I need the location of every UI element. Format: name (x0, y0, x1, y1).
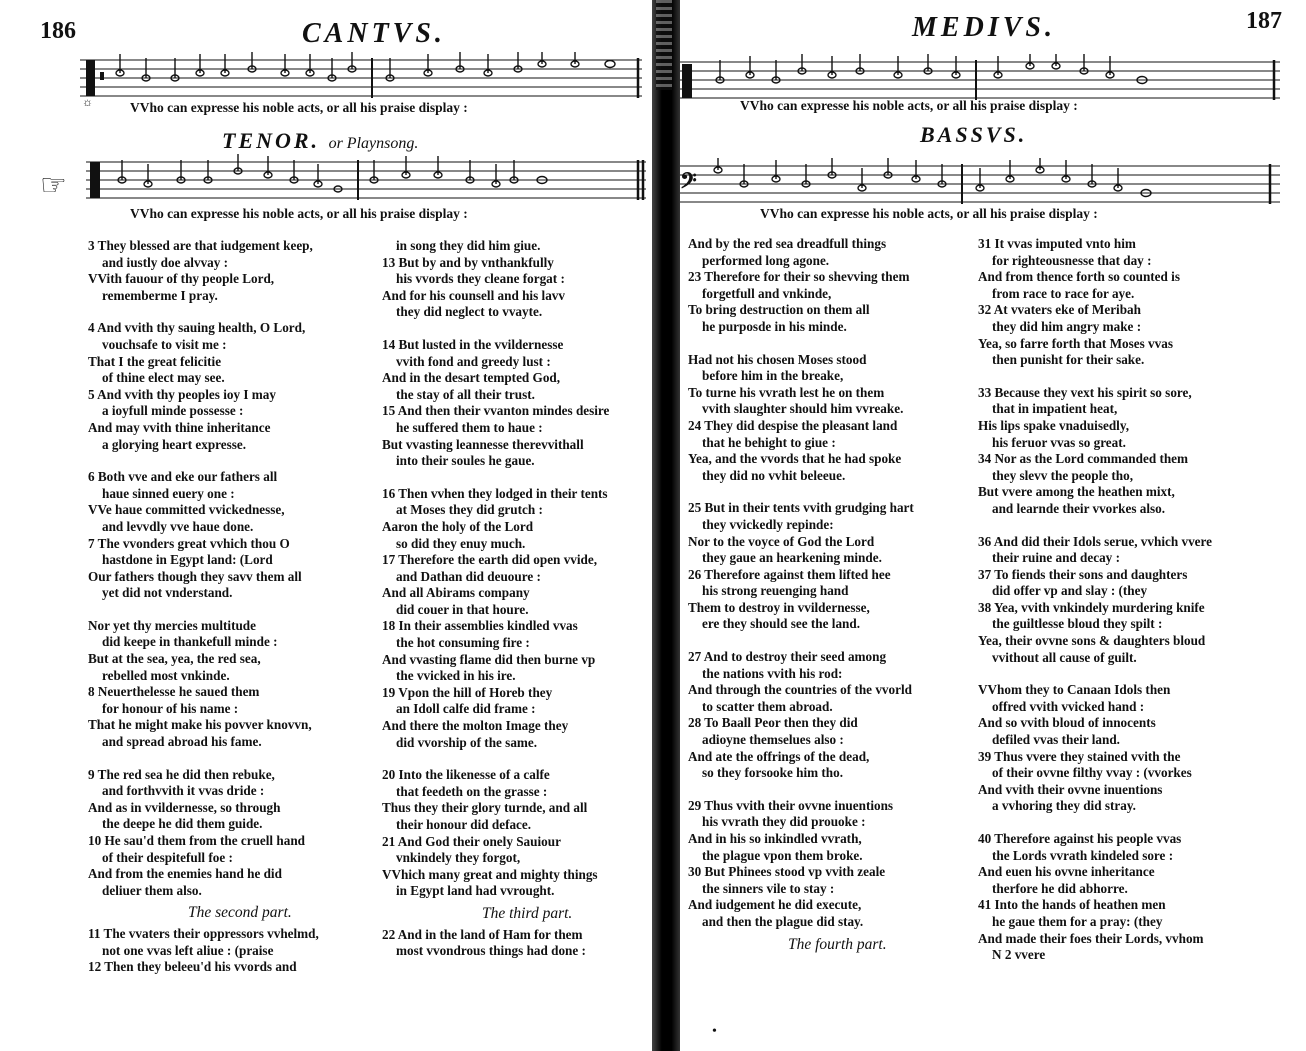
verse-line: ere they should see the land. (702, 616, 861, 632)
verse-line: And made their foes their Lords, vvhom (978, 930, 1204, 946)
verse-line: forgetfull and vnkinde, (702, 285, 832, 301)
verse-line: therfore he did abhorre. (992, 880, 1128, 896)
verse-line: vvith fond and greedy lust : (396, 353, 551, 369)
verse-line: And through the countries of the vvorld (688, 682, 912, 698)
verse-line: 4 And vvith thy sauing health, O Lord, (88, 320, 306, 336)
verse-line: To turne his vvrath lest he on them (688, 384, 885, 400)
verse-line: at Moses they did grutch : (396, 502, 543, 518)
verse-line: they did no vvhit beleeue. (702, 467, 846, 483)
verse-line: And as in vvildernesse, so through (88, 799, 281, 815)
verse-line: VVhich many great and mighty things (382, 866, 598, 882)
verse-line: Had not his chosen Moses stood (688, 351, 867, 367)
verse-line: 37 To fiends their sons and daughters (978, 566, 1188, 582)
verse-line: of their despitefull foe : (102, 849, 233, 865)
verse-line: 14 But lusted in the vvildernesse (382, 336, 564, 352)
verse-line: from race to race for aye. (992, 285, 1135, 301)
part-heading: The second part. (188, 904, 292, 922)
verse-line: they vvickedly repinde: (702, 516, 834, 532)
verse-line: 29 Thus vvith their ovvne inuentions (688, 797, 894, 813)
verse-line: the sinners vile to stay : (702, 880, 835, 896)
verse-line: so did they enuy much. (396, 535, 526, 551)
verse-line: 16 Then vvhen they lodged in their tents (382, 485, 608, 501)
staff-lyric: VVho can expresse his noble acts, or all his praise display : (740, 98, 1078, 113)
staff-lyric: VVho can expresse his noble acts, or all his praise display : (130, 206, 468, 221)
verse-line: Our fathers though they savv them all (88, 568, 302, 584)
verse-line: his vvords they cleane forgat : (396, 271, 565, 287)
verse-line: rebelled most vnkinde. (102, 667, 230, 683)
verse-line: And euen his ovvne inheritance (978, 864, 1155, 880)
verse-line: defiled vvas their land. (992, 732, 1120, 748)
verse-line: before him in the breake, (702, 368, 844, 384)
verse-line: that feedeth on the grasse : (396, 783, 548, 799)
verse-line: they did him angry make : (992, 318, 1142, 334)
verse-line: 19 Vpon the hill of Horeb they (382, 684, 553, 700)
tenor-subtitle: or Playnsong. (328, 135, 419, 152)
ink-mark: • (712, 1024, 717, 1039)
verse-line: But at the sea, yea, the red sea, (88, 651, 261, 667)
verse-line: And in the desart tempted God, (382, 370, 561, 386)
verse-line: in Egypt land had vvrought. (396, 883, 555, 899)
verse-line: 12 Then they beleeu'd his vvords and (88, 959, 297, 975)
verse-line: so they forsooke him tho. (702, 765, 844, 781)
verse-line: vvith slaughter should him vvreake. (702, 401, 904, 417)
verse-line: And vvith their ovvne inuentions (978, 781, 1163, 797)
verse-line: And may vvith thine inheritance (88, 419, 271, 435)
verse-line: 21 And God their onely Sauiour (382, 833, 561, 849)
part-heading: The third part. (482, 904, 573, 922)
tenor-title: TENOR. (222, 128, 321, 153)
verse-line: Yea, their ovvne sons & daughters bloud (978, 633, 1206, 649)
verse-line: 10 He sau'd them from the cruell hand (88, 833, 305, 848)
verse-line: performed long agone. (702, 252, 830, 268)
verse-line: 15 And then their vvanton mindes desire (382, 403, 610, 419)
verse-line: their honour did deface. (396, 817, 532, 832)
verse-line: And there the molton Image they (382, 718, 569, 734)
verse-line: rememberme I pray. (102, 287, 218, 303)
verse-line: not one vvas left aliue : (praise (102, 942, 274, 958)
verse-line: And by the red sea dreadfull things (688, 236, 887, 251)
verse-line: 27 And to destroy their seed among (688, 649, 887, 665)
verse-column-4 (978, 236, 1212, 964)
verse-line: did vvorship of the same. (396, 734, 538, 750)
verse-line: and Dathan did deuoure : (396, 568, 541, 584)
verse-line: VVe haue committed vvickednesse, (88, 502, 285, 518)
verse-line: 3 They blessed are that iudgement keep, (88, 238, 313, 253)
verse-line: And for his counsell and his lavv (382, 287, 565, 303)
staff-lyric: VVho can expresse his noble acts, or all his praise display : (130, 100, 468, 115)
verse-line: the deepe he did them guide. (102, 816, 263, 832)
verse-line: his feruor vvas so great. (992, 434, 1126, 450)
verse-line: 18 In their assemblies kindled vvas (382, 618, 578, 634)
verse-line: they slevv the people tho, (992, 467, 1134, 483)
verse-line: the vvicked in his ire. (396, 668, 516, 684)
svg-text:☼: ☼ (82, 95, 93, 106)
book-gutter (652, 0, 680, 1051)
verse-line: 41 Into the hands of heathen men (978, 897, 1166, 913)
verse-line: N 2 vvere (992, 947, 1046, 963)
part-header-tenor (222, 128, 418, 154)
verse-line: 23 Therefore for their so shevving them (688, 269, 910, 285)
verse-line: That he might make his povver knovvn, (88, 717, 312, 733)
verse-line: Thus they their glory turnde, and all (382, 800, 588, 816)
verse-line: 13 But by and by vnthankfully (382, 254, 554, 270)
verse-line: His lips spake vnaduisedly, (978, 417, 1129, 433)
verse-line: 17 Therefore the earth did open vvide, (382, 552, 598, 568)
verse-line: hastdone in Egypt land: (Lord (102, 552, 273, 568)
verse-line: Yea, so farre forth that Moses vvas (978, 335, 1173, 351)
verse-line: 8 Neuerthelesse he saued them (88, 684, 260, 700)
verse-line: haue sinned euery one : (102, 485, 235, 501)
music-staff-tenor (86, 154, 646, 210)
verse-line: his strong reuenging hand (702, 583, 849, 599)
verse-line: 28 To Baall Peor then they did (688, 715, 858, 731)
verse-line: the Lords vvrath kindeled sore : (992, 847, 1174, 863)
verse-line: offred vvith vvicked hand : (992, 698, 1145, 714)
verse-line: And all Abirams company (382, 585, 530, 601)
verse-line: and levvdly vve haue done. (102, 518, 254, 534)
verse-line: 32 At vvaters eke of Meribah (978, 302, 1141, 318)
page-number: 186 (40, 18, 76, 44)
verse-column-3 (688, 236, 914, 957)
verse-line: for righteousnesse that day : (992, 252, 1152, 268)
verse-line: And iudgement he did execute, (688, 897, 862, 913)
verse-line: did couer in that houre. (396, 601, 529, 617)
verse-line: adioyne themselues also : (702, 732, 844, 748)
verse-line: he purposde in his minde. (702, 318, 847, 334)
verse-line: And from thence forth so counted is (978, 269, 1180, 285)
verse-line: and spread abroad his fame. (102, 734, 262, 750)
verse-line: to scatter them abroad. (702, 698, 833, 714)
verse-line: that in impatient heat, (992, 401, 1118, 417)
verse-column-2 (382, 238, 609, 960)
verse-line: and learnde their vvorkes also. (992, 500, 1166, 516)
verse-line: and forthvvith it vvas dride : (102, 783, 265, 799)
verse-line: 36 And did their Idols serue, vvhich vvere (978, 533, 1212, 549)
svg-text:𝄢: 𝄢 (680, 169, 697, 198)
verse-line: That I the great felicitie (88, 353, 222, 369)
verse-line: their ruine and decay : (992, 550, 1120, 566)
verse-line: 34 Nor as the Lord commanded them (978, 451, 1189, 467)
verse-line: then punisht for their sake. (992, 352, 1145, 368)
verse-line: 39 Thus vvere they stained vvith the (978, 748, 1181, 764)
verse-line: his vvrath they did prouoke : (702, 814, 866, 830)
verse-line: 33 Because they vext his spirit so sore, (978, 384, 1192, 400)
verse-line: And in his so inkindled vvrath, (688, 831, 862, 846)
verse-line: 30 But Phinees stood vp vvith zeale (688, 864, 886, 880)
verse-line: 9 The red sea he did then rebuke, (88, 766, 275, 782)
music-staff-cantus (80, 52, 642, 106)
verse-line: a ioyfull minde possesse : (102, 403, 244, 419)
verse-line: VVith fauour of thy people Lord, (88, 271, 275, 287)
verse-line: most vvondrous things had done : (396, 943, 586, 959)
verse-line: And ate the offrings of the dead, (688, 748, 870, 764)
verse-line: 11 The vvaters their oppressors vvhelmd, (88, 925, 319, 941)
verse-line: 38 Yea, vvith vnkindely murdering knife (978, 599, 1205, 615)
verse-line: But vvere among the heathen mixt, (978, 484, 1175, 500)
part-header-medius: MEDIVS. (912, 12, 1056, 43)
verse-line: and iustly doe alvvay : (102, 254, 229, 270)
verse-line: did keepe in thankefull minde : (102, 634, 278, 650)
verse-line: 7 The vvonders great vvhich thou O (88, 535, 290, 551)
verse-line: 24 They did despise the pleasant land (688, 417, 898, 433)
part-heading: The fourth part. (788, 935, 887, 953)
verse-line: the hot consuming fire : (396, 635, 530, 651)
verse-line: 6 Both vve and eke our fathers all (88, 469, 278, 485)
verse-line: he gaue them for a pray: (they (992, 913, 1163, 929)
right-page (680, 0, 1306, 1051)
verse-line: they gaue an hearkening minde. (702, 550, 882, 566)
verse-line: a glorying heart expresse. (102, 436, 247, 452)
verse-line: he suffered them to haue : (396, 419, 543, 435)
verse-line: 26 Therefore against them lifted hee (688, 566, 891, 582)
part-header-cantus: CANTVS. (302, 18, 446, 49)
verse-line: vvithout all cause of guilt. (992, 649, 1137, 665)
verse-line: that he behight to giue : (702, 434, 836, 450)
verse-line: 22 And in the land of Ham for them (382, 926, 583, 942)
verse-line: 20 Into the likenesse of a calfe (382, 767, 550, 783)
verse-line: 25 But in their tents vvith grudging hart (688, 500, 914, 516)
verse-line: the nations vvith his rod: (702, 665, 843, 681)
verse-line: Nor yet thy mercies multitude (88, 617, 256, 633)
pointing-hand-icon: ☞ (40, 169, 67, 202)
verse-line: of their ovvne filthy vvay : (vvorkes (992, 765, 1192, 781)
verse-line: the stay of all their trust. (396, 386, 535, 402)
verse-line: for honour of his name : (102, 700, 239, 716)
verse-line: But vvasting leannesse therevvithall (382, 436, 584, 452)
verse-line: To bring destruction on them all (688, 302, 870, 318)
verse-line: VVhom they to Canaan Idols then (978, 682, 1171, 698)
verse-line: they did neglect to vvayte. (396, 304, 543, 320)
verse-line: vouchsafe to visit me : (102, 336, 227, 352)
verse-line: deliuer them also. (102, 882, 202, 898)
verse-line: and then the plague did stay. (702, 913, 864, 929)
verse-line: And so vvith bloud of innocents (978, 715, 1156, 731)
verse-line: vnkindely they forgot, (396, 850, 521, 866)
page-number: 187 (1246, 8, 1282, 34)
verse-line: Yea, and the vvords that he had spoke (688, 451, 902, 467)
verse-line: And from the enemies hand he did (88, 866, 282, 882)
verse-line: into their soules he gaue. (396, 453, 535, 469)
verse-line: of thine elect may see. (102, 370, 225, 386)
verse-line: the guiltlesse bloud they spilt : (992, 616, 1163, 632)
verse-line: an Idoll calfe did frame : (396, 701, 536, 717)
verse-line: 5 And vvith thy peoples ioy I may (88, 386, 276, 402)
staff-lyric: VVho can expresse his noble acts, or all his praise display : (760, 206, 1098, 221)
verse-line: yet did not vnderstand. (102, 585, 233, 601)
verse-line: Nor to the voyce of God the Lord (688, 533, 875, 549)
verse-line: 31 It vvas imputed vnto him (978, 236, 1136, 251)
verse-line: the plague vpon them broke. (702, 847, 863, 863)
verse-column-1 (88, 238, 319, 976)
verse-line: Aaron the holy of the Lord (382, 518, 534, 534)
verse-line: in song they did him giue. (396, 238, 541, 253)
verse-line: did offer vp and slay : (they (992, 583, 1148, 599)
verse-line: And vvasting flame did then burne vp (382, 651, 596, 667)
verse-line: Them to destroy in vvildernesse, (688, 599, 870, 615)
verse-line: a vvhoring they did stray. (992, 798, 1136, 814)
part-header-bassus: BASSVS. (920, 122, 1028, 147)
left-page (0, 0, 652, 1051)
verse-line: 40 Therefore against his people vvas (978, 831, 1182, 846)
